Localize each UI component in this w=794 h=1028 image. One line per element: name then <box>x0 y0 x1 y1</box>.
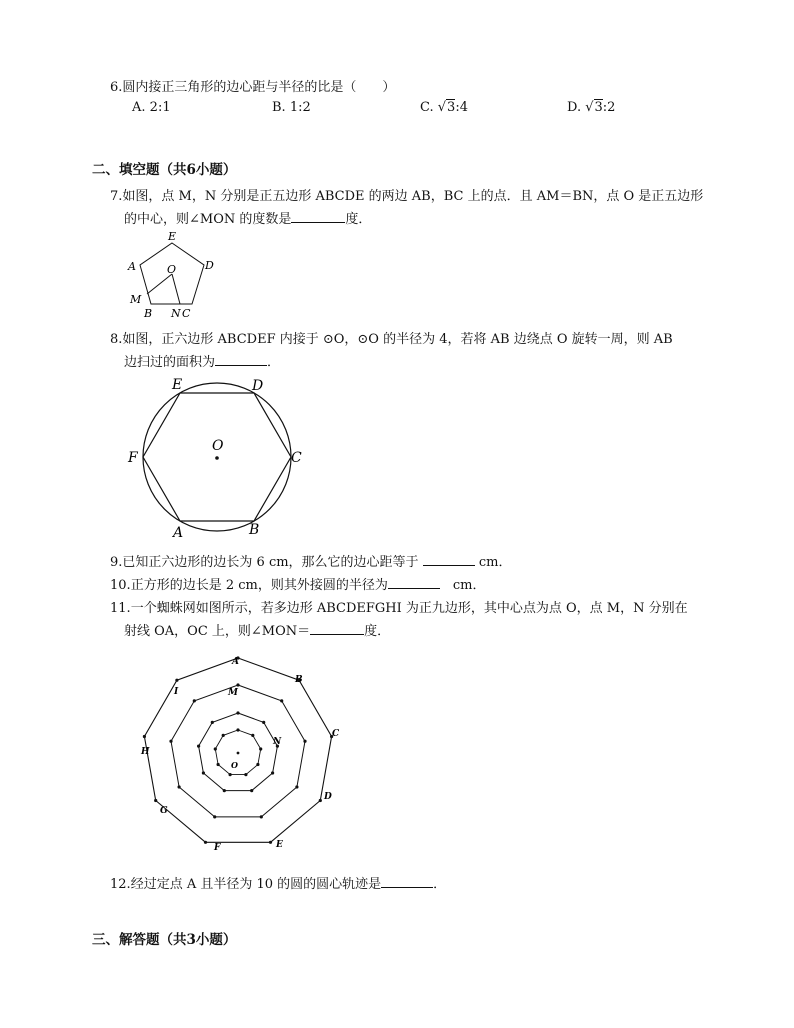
q11-label-H: H <box>141 747 150 757</box>
q9-answer-blank[interactable] <box>423 553 475 566</box>
web-center-dot <box>237 752 240 755</box>
q11-label-A: A <box>232 657 239 667</box>
web-vertex-dot <box>260 815 263 818</box>
q8-line2: 边扫过的面积为 ． <box>124 355 281 370</box>
web-vertex-dot <box>197 745 200 748</box>
web-vertex-dot <box>178 785 181 788</box>
web-vertex-dot <box>280 699 283 702</box>
web-vertex-dot <box>193 699 196 702</box>
q7-label-B: B <box>144 307 153 320</box>
q7-label-D: D <box>205 259 214 272</box>
q8-label-O: O <box>212 438 224 454</box>
q12-answer-blank[interactable] <box>381 875 433 888</box>
web-vertex-dot <box>303 740 306 743</box>
q7-label-C: C <box>182 307 191 320</box>
web-vertex-dot <box>213 815 216 818</box>
web-vertex-dot <box>236 728 239 731</box>
web-vertex-dot <box>251 734 254 737</box>
web-vertex-dot <box>236 683 239 686</box>
q8-line1: 8.如图，正六边形 ABCDEF 内接于 ⊙O，⊙O 的半径为 4，若将 AB 边绕点 O 旋转一周，则 AB <box>110 332 673 347</box>
q7-label-N: N <box>171 307 181 320</box>
q7-label-M: M <box>130 293 142 306</box>
q10-text: 10.正方形的边长是 2 cm，则其外接圆的半径为 cm． <box>110 578 486 593</box>
web-vertex-dot <box>223 789 226 792</box>
q11-label-B: B <box>295 675 303 685</box>
q7-answer-blank[interactable] <box>291 210 345 223</box>
q7-label-O: O <box>167 263 177 276</box>
q11-label-C: C <box>332 729 340 739</box>
q8-label-D: D <box>252 378 264 394</box>
web-vertex-dot <box>269 841 272 844</box>
q11-line1: 11.一个蜘蛛网如图所示，若多边形 ABCDEFGHI 为正九边形，其中心点为点 O，点 M，N 分别在 <box>110 601 688 616</box>
q6-option-d: D. √3:2 <box>567 100 616 115</box>
section-2-title: 二、填空题（共6小题） <box>92 162 237 178</box>
web-vertex-dot <box>143 735 146 738</box>
web-vertex-dot <box>202 771 205 774</box>
web-vertex-dot <box>256 763 259 766</box>
q11-answer-blank[interactable] <box>310 622 364 635</box>
q11-label-N: N <box>273 737 282 747</box>
q11-line2: 射线 OA，OC 上，则∠MON＝ 度． <box>124 624 391 639</box>
web-vertex-dot <box>244 773 247 776</box>
q7-label-E: E <box>168 230 177 243</box>
web-rings <box>143 656 333 844</box>
q8-label-C: C <box>291 450 302 466</box>
web-vertex-dot <box>236 711 239 714</box>
web-ring-2 <box>171 685 305 817</box>
q9-text: 9.已知正六边形的边长为 6 cm，那么它的边心距等于 cm． <box>110 555 512 570</box>
q12-text: 12.经过定点 A 且半径为 10 的圆的圆心轨迹是 ． <box>110 877 447 892</box>
q11-label-M: M <box>228 688 238 698</box>
web-vertex-dot <box>154 799 157 802</box>
web-vertex-dot <box>319 799 322 802</box>
section-3-title: 三、解答题（共3小题） <box>92 932 237 948</box>
web-vertex-dot <box>262 721 265 724</box>
q6-option-b: B. 1:2 <box>272 100 311 115</box>
web-vertex-dot <box>271 771 274 774</box>
web-vertex-dot <box>222 734 225 737</box>
q6-option-c: C. √3:4 <box>420 100 468 115</box>
q11-label-G: G <box>160 806 168 816</box>
web-vertex-dot <box>175 679 178 682</box>
q7-pentagon-figure <box>120 228 230 320</box>
web-vertex-dot <box>229 773 232 776</box>
q8-label-E: E <box>172 377 183 393</box>
web-vertex-dot <box>169 740 172 743</box>
q11-label-E: E <box>276 840 283 850</box>
q8-label-B: B <box>249 522 260 538</box>
q8-label-F: F <box>128 450 138 466</box>
web-vertex-dot <box>295 785 298 788</box>
q11-label-I: I <box>174 687 179 697</box>
q7-line2: 的中心，则∠MON 的度数是 度． <box>124 212 372 227</box>
web-vertex-dot <box>217 763 220 766</box>
q6-stem: 6.圆内接正三角形的边心距与半径的比是（ ） <box>110 80 396 95</box>
q8-label-A: A <box>173 525 184 541</box>
web-vertex-dot <box>211 721 214 724</box>
q7-label-A: A <box>128 260 136 273</box>
q11-label-O: O <box>231 760 238 770</box>
web-vertex-dot <box>259 747 262 750</box>
web-vertex-dot <box>204 841 207 844</box>
q11-label-D: D <box>324 792 332 802</box>
web-vertex-dot <box>250 789 253 792</box>
q8-answer-blank[interactable] <box>215 353 267 366</box>
q11-spider-web-figure <box>135 650 355 860</box>
q8-hexagon-figure <box>125 372 315 542</box>
q11-label-F: F <box>214 843 221 853</box>
q6-option-a: A. 2:1 <box>132 100 171 115</box>
q10-answer-blank[interactable] <box>388 576 440 589</box>
q7-line1: 7.如图，点 M，N 分别是正五边形 ABCDE 的两边 AB，BC 上的点．且 AM＝BN，点 O 是正五边形 <box>110 189 704 204</box>
web-vertex-dot <box>214 747 217 750</box>
